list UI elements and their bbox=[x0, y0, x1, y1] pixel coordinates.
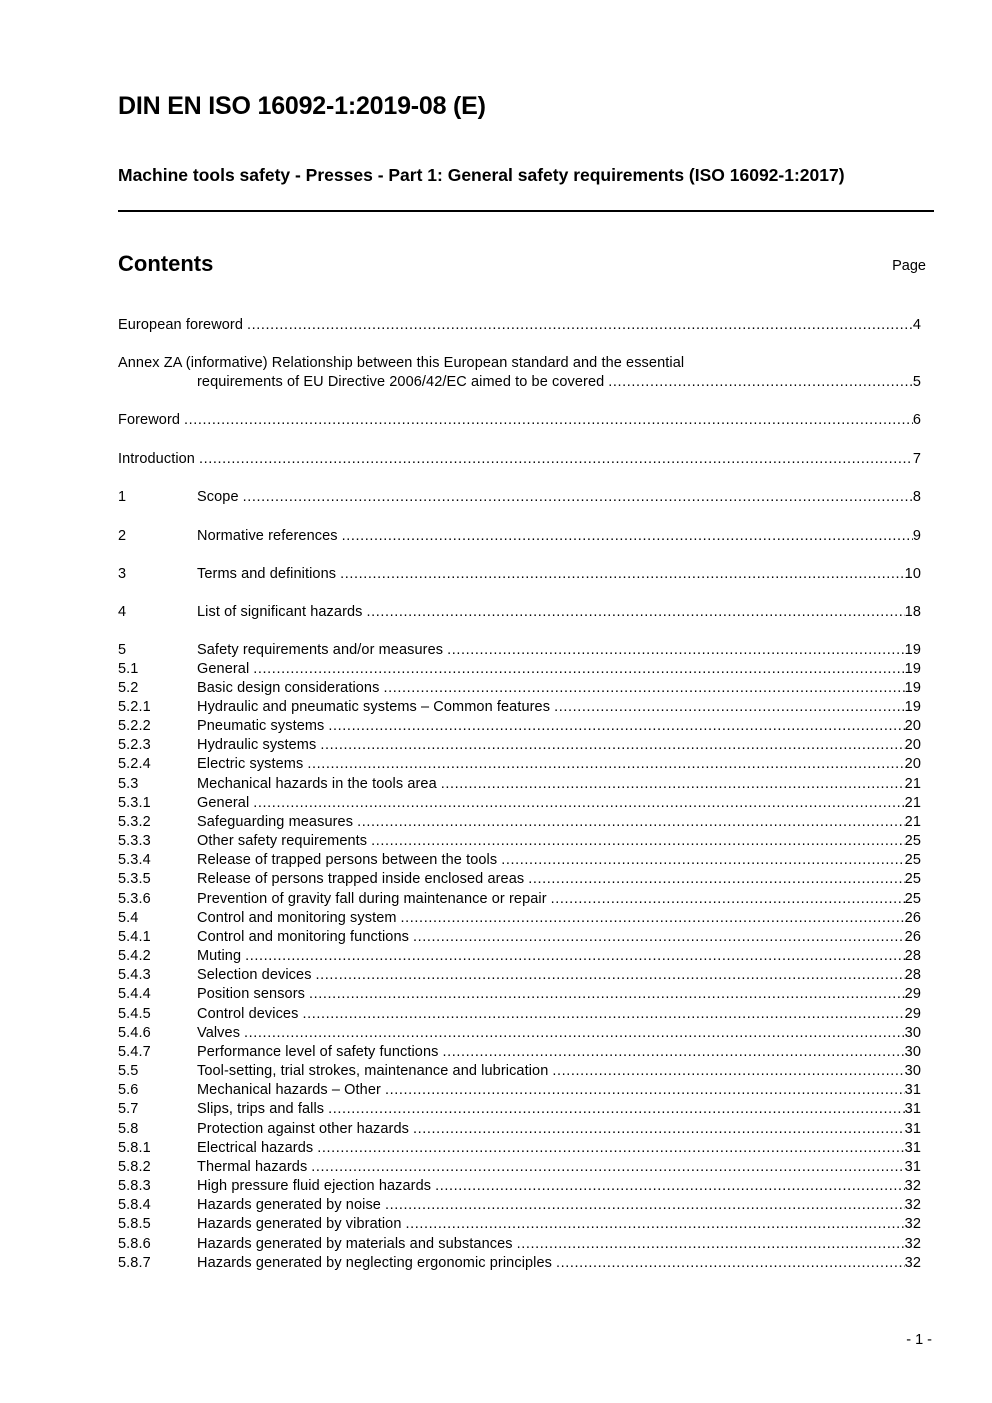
toc-entry-label: Control and monitoring functions bbox=[197, 929, 409, 945]
toc-entry-number: 5.2.2 bbox=[118, 718, 151, 734]
toc-entry-label: Hydraulic and pneumatic systems – Common features bbox=[197, 699, 551, 715]
toc-entry-page: 26 bbox=[904, 929, 921, 945]
toc-entry-page: 10 bbox=[904, 566, 921, 582]
toc-entry-label: Slips, trips and falls bbox=[197, 1101, 325, 1117]
toc-entry-page: 30 bbox=[904, 1025, 921, 1041]
toc-entry-label-continued: requirements of EU Directive 2006/42/EC aimed to be covered bbox=[197, 374, 605, 390]
toc-entry[interactable] bbox=[118, 1024, 921, 1043]
toc-entry-label: Scope bbox=[197, 489, 239, 505]
toc-entry[interactable] bbox=[118, 794, 921, 813]
toc-entry-number: 5.3.5 bbox=[118, 871, 151, 887]
toc-entry-number: 3 bbox=[118, 566, 127, 582]
toc-entry[interactable] bbox=[118, 1120, 921, 1139]
toc-entry-label: Introduction bbox=[118, 451, 195, 467]
toc-entry[interactable] bbox=[118, 1043, 921, 1062]
toc-entry-label: Electrical hazards bbox=[197, 1140, 314, 1156]
toc-entry-page: 31 bbox=[904, 1101, 921, 1117]
toc-entry[interactable] bbox=[118, 660, 921, 679]
toc-entry-page: 9 bbox=[912, 528, 921, 544]
toc-entry[interactable] bbox=[118, 1100, 921, 1119]
toc-entry-number: 5.8.2 bbox=[118, 1159, 151, 1175]
toc-entry-label: Hazards generated by noise bbox=[197, 1197, 381, 1213]
toc-entry-label: Release of trapped persons between the tools bbox=[197, 852, 498, 868]
toc-entry-page: 19 bbox=[904, 680, 921, 696]
toc-entry-label: Position sensors bbox=[197, 986, 305, 1002]
toc-entry[interactable] bbox=[118, 1139, 921, 1158]
dot-leader bbox=[316, 966, 905, 985]
toc-entry-label: Normative references bbox=[197, 528, 338, 544]
toc-entry[interactable] bbox=[118, 947, 921, 966]
dot-leader bbox=[413, 1120, 905, 1139]
dot-leader bbox=[199, 450, 913, 469]
toc-entry-number: 2 bbox=[118, 528, 127, 544]
toc-entry-label: Hazards generated by neglecting ergonomic principles bbox=[197, 1255, 553, 1271]
toc-entry-page: 31 bbox=[904, 1082, 921, 1098]
toc-entry-number: 5.1 bbox=[118, 661, 139, 677]
dot-leader bbox=[406, 1215, 905, 1234]
dot-leader bbox=[243, 488, 913, 507]
toc-entry[interactable] bbox=[118, 1062, 921, 1081]
toc-entry[interactable] bbox=[118, 1005, 921, 1024]
toc-entry-page: 25 bbox=[904, 852, 921, 868]
dot-leader bbox=[551, 890, 905, 909]
toc-entry-number: 5.4.5 bbox=[118, 1006, 151, 1022]
toc-entry-label: Performance level of safety functions bbox=[197, 1044, 439, 1060]
toc-entry-page: 25 bbox=[904, 871, 921, 887]
dot-leader bbox=[253, 660, 904, 679]
toc-entry-label: Thermal hazards bbox=[197, 1159, 308, 1175]
toc-entry-page: 20 bbox=[904, 756, 921, 772]
toc-entry-number: 5.3 bbox=[118, 776, 139, 792]
toc-entry-number: 5.8 bbox=[118, 1121, 139, 1137]
dot-leader bbox=[317, 1139, 904, 1158]
toc-entry-number: 5.8.4 bbox=[118, 1197, 151, 1213]
toc-entry-label: Basic design considerations bbox=[197, 680, 380, 696]
toc-entry-number: 5.8.7 bbox=[118, 1255, 151, 1271]
toc-entry[interactable] bbox=[118, 909, 921, 928]
dot-leader bbox=[385, 1196, 905, 1215]
toc-entry-number: 5.2.4 bbox=[118, 756, 151, 772]
toc-entry-label: Hazards generated by vibration bbox=[197, 1216, 402, 1232]
toc-entry-number: 5.4.2 bbox=[118, 948, 151, 964]
toc-entry-page: 31 bbox=[904, 1159, 921, 1175]
toc-entry[interactable] bbox=[118, 928, 921, 947]
toc-entry-label: Terms and definitions bbox=[197, 566, 337, 582]
dot-leader bbox=[608, 373, 913, 392]
toc-entry-number: 5.8.3 bbox=[118, 1178, 151, 1194]
toc-entry-number: 5.4 bbox=[118, 910, 139, 926]
dot-leader bbox=[552, 1062, 904, 1081]
toc-entry-label: General bbox=[197, 661, 250, 677]
dot-leader bbox=[367, 603, 905, 622]
toc-entry-page: 30 bbox=[904, 1044, 921, 1060]
toc-entry-number: 5 bbox=[118, 642, 127, 658]
toc-entry-number: 5.2 bbox=[118, 680, 139, 696]
toc-entry[interactable] bbox=[118, 736, 921, 755]
toc-entry[interactable] bbox=[118, 603, 921, 622]
toc-entry[interactable] bbox=[118, 1158, 921, 1177]
toc-entry-label: Tool-setting, trial strokes, maintenance and lubrication bbox=[197, 1063, 549, 1079]
toc-entry-page: 32 bbox=[904, 1216, 921, 1232]
toc-entry-number: 5.4.7 bbox=[118, 1044, 151, 1060]
page-column-label: Page bbox=[892, 258, 926, 274]
toc-entry-number: 5.2.3 bbox=[118, 737, 151, 753]
toc-entry[interactable] bbox=[118, 813, 921, 832]
toc-entry-label: Mechanical hazards – Other bbox=[197, 1082, 381, 1098]
dot-leader bbox=[413, 928, 905, 947]
toc-entry-page: 29 bbox=[904, 986, 921, 1002]
dot-leader bbox=[447, 641, 905, 660]
document-subtitle: Machine tools safety - Presses - Part 1: General safety requirements (ISO 16092-1:2017) bbox=[118, 165, 845, 185]
toc-entry-label: List of significant hazards bbox=[197, 604, 363, 620]
dot-leader bbox=[328, 717, 904, 736]
toc-entry-page: 8 bbox=[912, 489, 921, 505]
toc-entry[interactable] bbox=[118, 1254, 921, 1273]
toc-entry-label: Safety requirements and/or measures bbox=[197, 642, 444, 658]
toc-entry-number: 5.3.1 bbox=[118, 795, 151, 811]
toc-entry[interactable] bbox=[118, 755, 921, 774]
dot-leader bbox=[184, 411, 913, 430]
toc-entry-number: 5.8.1 bbox=[118, 1140, 151, 1156]
dot-leader bbox=[442, 1043, 904, 1062]
toc-entry-label: Foreword bbox=[118, 412, 181, 428]
toc-entry-number: 5.7 bbox=[118, 1101, 139, 1117]
toc-entry-label: Muting bbox=[197, 948, 242, 964]
toc-entry[interactable] bbox=[118, 775, 921, 794]
dot-leader bbox=[501, 851, 904, 870]
toc-entry-number: 5.3.4 bbox=[118, 852, 151, 868]
toc-entry[interactable] bbox=[118, 411, 921, 430]
dot-leader bbox=[307, 755, 904, 774]
toc-entry-number: 5.8.5 bbox=[118, 1216, 151, 1232]
toc-entry-page: 25 bbox=[904, 833, 921, 849]
toc-entry[interactable] bbox=[118, 851, 921, 870]
dot-leader bbox=[554, 698, 905, 717]
toc-entry-page: 18 bbox=[904, 604, 921, 620]
dot-leader bbox=[441, 775, 905, 794]
toc-entry-number: 5.3.6 bbox=[118, 891, 151, 907]
toc-entry-label: Safeguarding measures bbox=[197, 814, 354, 830]
toc-entry-label: Electric systems bbox=[197, 756, 304, 772]
title-divider bbox=[118, 210, 934, 212]
dot-leader bbox=[435, 1177, 905, 1196]
dot-leader bbox=[342, 527, 913, 546]
toc-entry-page: 19 bbox=[904, 699, 921, 715]
toc-entry[interactable] bbox=[118, 450, 921, 469]
toc-entry[interactable] bbox=[118, 985, 921, 1004]
toc-entry-page: 32 bbox=[904, 1197, 921, 1213]
toc-entry-page: 31 bbox=[904, 1121, 921, 1137]
toc-entry-page: 21 bbox=[904, 814, 921, 830]
dot-leader bbox=[528, 870, 904, 889]
toc-entry-number: 5.2.1 bbox=[118, 699, 151, 715]
dot-leader bbox=[371, 832, 905, 851]
toc-entry-label: Selection devices bbox=[197, 967, 312, 983]
toc-entry-page: 32 bbox=[904, 1236, 921, 1252]
toc-entry[interactable] bbox=[118, 373, 921, 392]
toc-entry[interactable] bbox=[118, 565, 921, 584]
contents-heading: Contents bbox=[118, 251, 214, 276]
toc-entry-label: High pressure fluid ejection hazards bbox=[197, 1178, 432, 1194]
toc-entry[interactable] bbox=[118, 527, 921, 546]
toc-entry[interactable] bbox=[118, 717, 921, 736]
footer-page-number: - 1 - bbox=[906, 1332, 932, 1348]
toc-entry-label: Prevention of gravity fall during maintenance or repair bbox=[197, 891, 547, 907]
toc-entry[interactable] bbox=[118, 698, 921, 717]
toc-entry-page: 26 bbox=[904, 910, 921, 926]
toc-entry-label: Mechanical hazards in the tools area bbox=[197, 776, 437, 792]
toc-entry[interactable] bbox=[118, 1215, 921, 1234]
toc-entry-page: 21 bbox=[904, 795, 921, 811]
toc-entry-label: Protection against other hazards bbox=[197, 1121, 409, 1137]
toc-entry-page: 31 bbox=[904, 1140, 921, 1156]
toc-entry-page: 21 bbox=[904, 776, 921, 792]
toc-entry-label: Hydraulic systems bbox=[197, 737, 317, 753]
toc-entry[interactable] bbox=[118, 1196, 921, 1215]
toc-entry-page: 20 bbox=[904, 737, 921, 753]
dot-leader bbox=[383, 679, 904, 698]
toc-entry[interactable] bbox=[118, 679, 921, 698]
toc-entry-page: 30 bbox=[904, 1063, 921, 1079]
toc-entry[interactable] bbox=[118, 832, 921, 851]
dot-leader bbox=[517, 1235, 905, 1254]
toc-entry-label: Pneumatic systems bbox=[197, 718, 325, 734]
dot-leader bbox=[244, 1024, 905, 1043]
toc-entry[interactable] bbox=[118, 966, 921, 985]
toc-entry[interactable] bbox=[118, 641, 921, 660]
toc-entry-page: 25 bbox=[904, 891, 921, 907]
toc-entry-number: 5.4.3 bbox=[118, 967, 151, 983]
toc-entry-page: 29 bbox=[904, 1006, 921, 1022]
toc-entry-label: Control and monitoring system bbox=[197, 910, 397, 926]
toc-entry-number: 5.3.3 bbox=[118, 833, 151, 849]
toc-entry-page: 28 bbox=[904, 967, 921, 983]
dot-leader bbox=[253, 794, 904, 813]
toc-entry-label: Valves bbox=[197, 1025, 241, 1041]
toc-entry-page: 28 bbox=[904, 948, 921, 964]
dot-leader bbox=[357, 813, 905, 832]
toc-entry-number: 1 bbox=[118, 489, 127, 505]
toc-entry-label[interactable]: Annex ZA (informative) Relationship between this European standard and the essential bbox=[118, 355, 685, 371]
toc-entry-number: 4 bbox=[118, 604, 127, 620]
dot-leader bbox=[340, 565, 905, 584]
toc-entry[interactable] bbox=[118, 870, 921, 889]
toc-entry[interactable] bbox=[118, 316, 921, 335]
toc-entry-page: 5 bbox=[912, 374, 921, 390]
toc-entry-number: 5.8.6 bbox=[118, 1236, 151, 1252]
dot-leader bbox=[311, 1158, 904, 1177]
toc-entry[interactable] bbox=[118, 890, 921, 909]
toc-entry-label: Release of persons trapped inside enclosed areas bbox=[197, 871, 525, 887]
toc-entry-page: 7 bbox=[912, 451, 921, 467]
toc-entry-label: General bbox=[197, 795, 250, 811]
dot-leader bbox=[556, 1254, 905, 1273]
toc-entry[interactable] bbox=[118, 488, 921, 507]
document-title: DIN EN ISO 16092-1:2019-08 (E) bbox=[118, 92, 486, 120]
toc-entry[interactable] bbox=[118, 1177, 921, 1196]
dot-leader bbox=[401, 909, 905, 928]
dot-leader bbox=[385, 1081, 905, 1100]
toc-entry[interactable] bbox=[118, 1081, 921, 1100]
toc-entry-page: 32 bbox=[904, 1255, 921, 1271]
dot-leader bbox=[309, 985, 905, 1004]
toc-entry-number: 5.4.1 bbox=[118, 929, 151, 945]
toc-entry-page: 19 bbox=[904, 642, 921, 658]
toc-entry-page: 4 bbox=[912, 317, 921, 333]
toc-entry[interactable] bbox=[118, 1235, 921, 1254]
toc-entry-label: Other safety requirements bbox=[197, 833, 368, 849]
dot-leader bbox=[302, 1005, 904, 1024]
toc-entry-number: 5.4.6 bbox=[118, 1025, 151, 1041]
toc-entry-label: European foreword bbox=[118, 317, 244, 333]
dot-leader bbox=[245, 947, 905, 966]
toc-entry-page: 32 bbox=[904, 1178, 921, 1194]
dot-leader bbox=[320, 736, 904, 755]
toc-entry-number: 5.3.2 bbox=[118, 814, 151, 830]
toc-entry-page: 20 bbox=[904, 718, 921, 734]
toc-entry-page: 19 bbox=[904, 661, 921, 677]
dot-leader bbox=[328, 1100, 905, 1119]
toc-entry-page: 6 bbox=[912, 412, 921, 428]
toc-entry-label: Hazards generated by materials and substances bbox=[197, 1236, 513, 1252]
dot-leader bbox=[247, 316, 913, 335]
toc-entry-number: 5.4.4 bbox=[118, 986, 151, 1002]
toc-entry-label: Control devices bbox=[197, 1006, 299, 1022]
toc-entry-number: 5.5 bbox=[118, 1063, 139, 1079]
toc-entry-number: 5.6 bbox=[118, 1082, 139, 1098]
